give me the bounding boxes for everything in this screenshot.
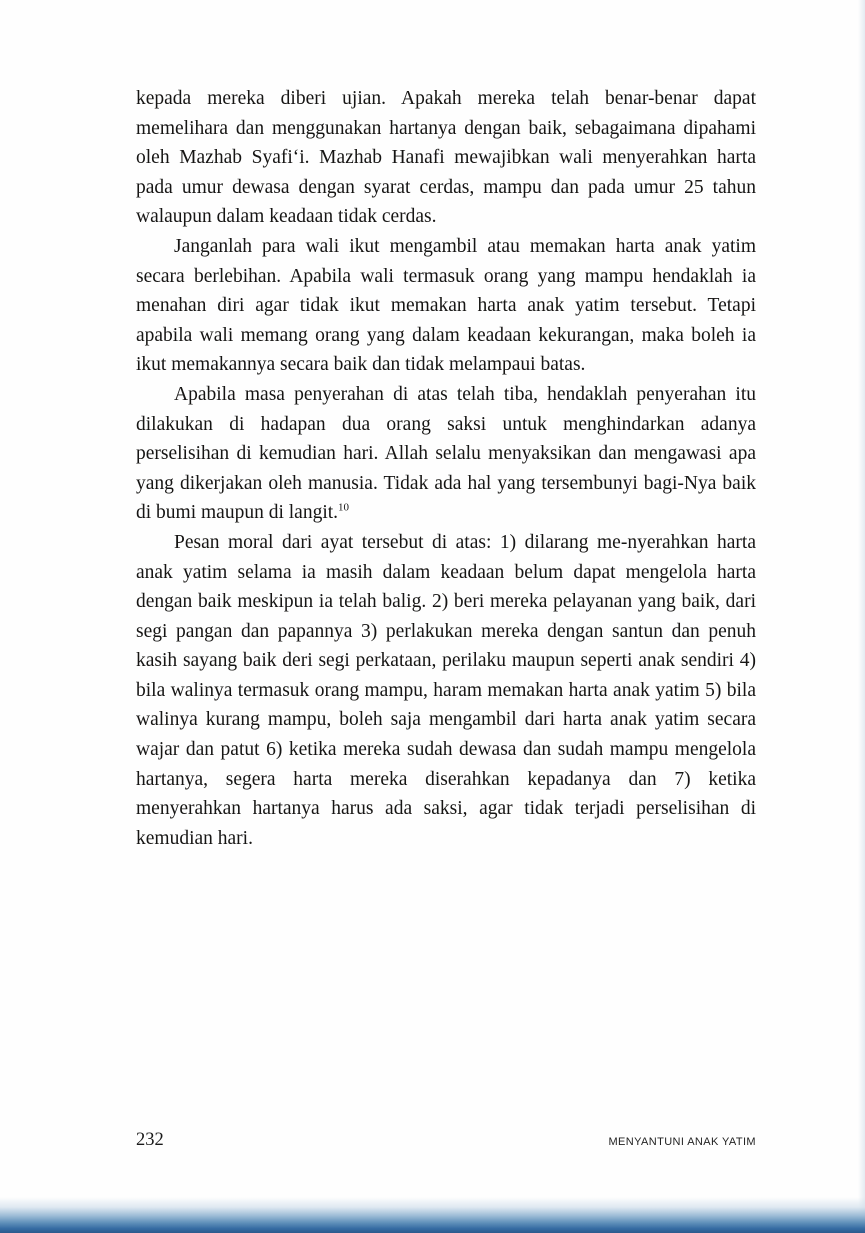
paragraph: Janganlah para wali ikut mengambil atau memakan harta anak yatim secara berlebihan. Apabila wali termasuk orang yang mampu hendaklah ia menahan diri agar tidak ikut memakan harta anak yatim tersebut. Tetapi apabila wali memang orang yang dalam keadaan kekurangan, maka boleh ia ikut memakannya secara baik dan tidak melampaui batas. xyxy=(136,235,756,376)
page-edge-shading xyxy=(858,0,865,1233)
paragraph xyxy=(136,380,756,528)
paragraph: kepada mereka diberi ujian. Apakah mereka telah benar-benar dapat memelihara dan menggunakan hartanya dengan baik, sebagaimana dipahami oleh Mazhab Syafi‘i. Mazhab Hanafi mewajibkan wali menyerahkan harta pada umur dewasa dengan syarat cerdas, mampu dan pada umur 25 tahun walaupun dalam keadaan tidak cerdas. xyxy=(136,88,756,228)
page-number: 232 xyxy=(136,1130,164,1150)
running-header-title: MENYANTUNI ANAK YATIM xyxy=(608,1136,756,1148)
footnote-reference: 10 xyxy=(338,501,350,514)
page-footer xyxy=(136,1130,756,1151)
book-cover-edge xyxy=(0,1197,865,1233)
body-text xyxy=(136,84,756,853)
paragraph: Pesan moral dari ayat tersebut di atas: 1) dilarang me-nyerahkan harta anak yatim selama ia masih dalam keadaan belum dapat mengelola harta dengan baik meskipun ia telah balig. 2) beri mereka pelayanan yang baik, dari segi pangan dan papannya 3) perlakukan mereka dengan santun dan penuh kasih sayang baik deri segi perkataan, perilaku maupun seperti anak sendiri 4) bila walinya termasuk orang mampu, haram memakan harta anak yatim 5) bila walinya kurang mampu, boleh saja mengambil dari harta anak yatim secara wajar dan patut 6) ketika mereka sudah dewasa dan sudah mampu mengelola hartanya, segera harta mereka diserahkan kepadanya dan 7) ketika menyerahkan hartanya harus ada saksi, agar tidak terjadi perselisihan di kemudian hari. xyxy=(136,531,756,849)
paragraph-text: Apabila masa penyerahan di atas telah tiba, hendaklah penyerahan itu dilakukan di hadapan dua orang saksi untuk menghindarkan adanya perselisihan di kemudian hari. Allah selalu menyaksikan dan mengawasi apa yang dikerjakan oleh manusia. Tidak ada hal yang tersembunyi bagi-Nya baik di bumi maupun di langit. xyxy=(136,383,756,524)
